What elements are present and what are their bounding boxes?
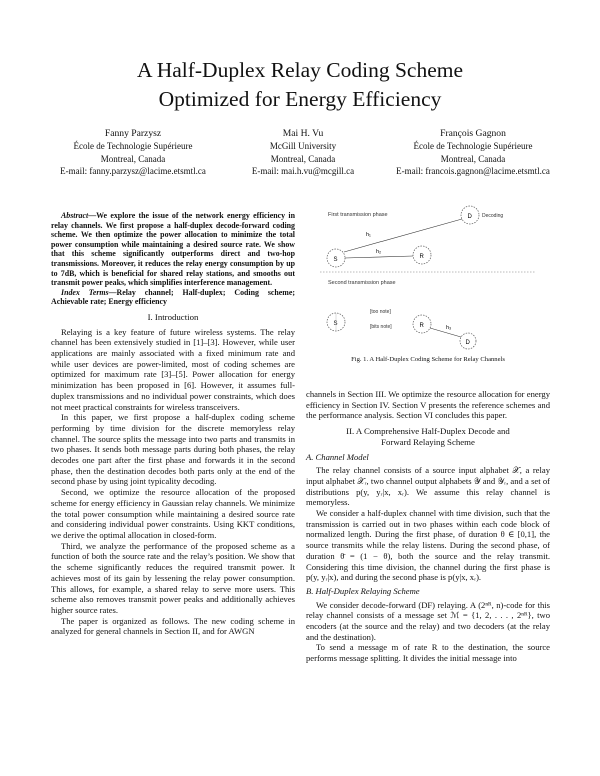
relay-note-2: [bits note] xyxy=(370,324,392,330)
paragraph: We consider a half-duplex channel with time division, such that the transmission is carried out in two phases within each code block of normalized length. During the first phase, of duration θ ∈ [0,1], the source transmits while the relay listens. During the second phase, of duration θ̄ = (1 − θ), both the source and the relay transmit. Considering this time division, the channel during the first phase is p(y, yᵣ|x), and during the second phase is p(y|x, xᵣ). xyxy=(306,508,550,583)
author-3 xyxy=(388,128,558,177)
paragraph: Relaying is a key feature of future wireless systems. The relay channel has been extensively studied in [1]–[3]. However, while user applications are mainly associated with a fixed minimum rate and while user devices are power-limited, most of coding schemes are optimized for maximum rate [3]–[5]. Power allocation for energy minimization has been proposed in [6]. However, it assumes full-duplex transmissions and no individual power constraints, which does not meet practical constraints for wireless transceivers. xyxy=(51,326,295,412)
author-block xyxy=(48,128,558,177)
author-2 xyxy=(218,128,388,177)
abstract-label: Abstract xyxy=(61,211,89,220)
figure-1 xyxy=(306,200,550,360)
right-column xyxy=(306,389,550,664)
author-email: E-mail: mai.h.vu@mcgill.ca xyxy=(251,165,355,176)
source-node-label: S xyxy=(333,321,338,327)
link-h2-label: h₂ xyxy=(376,249,382,255)
title-line-1: A Half-Duplex Relay Coding Scheme xyxy=(136,58,464,82)
link-h1-label: h₁ xyxy=(366,232,371,238)
section-heading-intro: I. Introduction xyxy=(147,311,199,322)
link-sr xyxy=(345,256,413,258)
subsection-heading-a: A. Channel Model xyxy=(306,451,369,462)
source-node-label: S xyxy=(333,257,338,263)
author-affiliation: École de Technologie Supérieure xyxy=(413,141,533,152)
relay-note: [too note] xyxy=(370,309,391,315)
paragraph: Third, we analyze the performance of the proposed scheme as a function of both the source rate and the relay’s position. We show that the scheme significantly reduces the required transmit power. It achieves most of its gain by lessening the relay power consumption. This allows, for example, a shared relay to serve more users. This scheme also removes transmit power peaks and additionally achieves higher source rates. xyxy=(51,540,295,615)
relay-diagram xyxy=(306,200,550,350)
index-terms xyxy=(51,288,295,307)
author-affiliation: McGill University xyxy=(269,141,337,152)
paragraph: To send a message m of rate R to the destination, the source performs message splitting. It divides the initial message into xyxy=(306,642,550,664)
phase2-label: Second transmission phase xyxy=(328,280,396,286)
author-city: Montreal, Canada xyxy=(270,153,336,164)
subsection-heading-b: B. Half-Duplex Relaying Scheme xyxy=(306,585,420,596)
author-affiliation: École de Technologie Supérieure xyxy=(73,141,193,152)
phase1-label: First transmission phase xyxy=(328,212,388,218)
author-name: François Gagnon xyxy=(440,128,506,139)
section-heading-2-line-2: Forward Relaying Scheme xyxy=(381,436,475,447)
link-h3-label: h₃ xyxy=(446,325,452,331)
relay-node-label: R xyxy=(419,254,424,260)
title-line-2: Optimized for Energy Efficiency xyxy=(158,87,442,111)
paragraph: The paper is organized as follows. The new coding scheme in analyzed for general channels in Section II, and for AWGN xyxy=(51,615,295,637)
author-email: E-mail: francois.gagnon@lacime.etsmtl.ca xyxy=(396,165,550,176)
left-column xyxy=(51,211,295,637)
relay-node-label: R xyxy=(419,323,424,329)
author-city: Montreal, Canada xyxy=(100,153,166,164)
destination-node-label: D xyxy=(465,340,470,346)
paper-title xyxy=(0,56,600,114)
abstract xyxy=(51,211,295,288)
decoding-label: Decoding xyxy=(482,213,504,219)
section-heading-2-line-1: II. A Comprehensive Half-Duplex Decode and xyxy=(346,426,510,437)
paragraph: Second, we optimize the resource allocation of the proposed scheme for energy efficiency in Gaussian relay channels. We minimize the total power consumption while maintaining a desired source rate and considering individual power constraints. Using KKT conditions, we derive the optimal allocation in closed-form. xyxy=(51,487,295,540)
author-1 xyxy=(48,128,218,177)
paragraph: We consider decode-forward (DF) relaying. A (2ⁿᴿ, n)-code for this relay channel consists of a message set ℳ = {1, 2, . . . , 2ⁿᴿ}, two encoders (at the source and the relay) and two decoders (at the relay and the destination). xyxy=(306,599,550,642)
paragraph: The relay channel consists of a source input alphabet 𝒳, a relay input alphabet 𝒳ᵣ, two channel output alphabets 𝒴 and 𝒴ᵣ, and a set of distributions p(y, yᵣ|x, xᵣ). We assume this relay channel is memoryless. xyxy=(306,465,550,508)
section-heading-2 xyxy=(306,426,550,447)
link-sd xyxy=(344,219,462,252)
author-email: E-mail: fanny.parzysz@lacime.etsmtl.ca xyxy=(60,165,206,176)
paragraph: channels in Section III. We optimize the resource allocation for energy efficiency in Section IV. Section V presents the reference schemes and the performance analysis. Section VI concludes this paper. xyxy=(306,389,550,421)
paragraph: In this paper, we first propose a half-duplex coding scheme performing by time division for the discrete memoryless relay channel. The source splits the message into two parts and transmits in two phases. It sends both message parts during both phases, the relay decodes one part after the first phase and forwards it in the second phase, then the destination decodes both parts only at the end of the second phase by using joint typicality decoding. xyxy=(51,412,295,487)
author-name: Mai H. Vu xyxy=(282,128,324,139)
index-terms-label: Index Terms xyxy=(61,287,109,297)
index-terms-text: —Relay channel; Half-duplex; Coding scheme; Achievable rate; Energy efficiency xyxy=(51,287,295,307)
abstract-text: —We explore the issue of the network energy efficiency in relay channels. We first propose a half-duplex decode-forward coding scheme. We then optimize the power allocation to minimize the total power consumption while maintaining a desired source rate. We show that this scheme significantly outperforms direct and two-hop transmissions. Moreover, it reduces the relay energy consumption by up to 7dB, which is beneficial for shared relay stations, and smooths out transmit power peaks, which simplifies interference management. xyxy=(51,211,295,288)
author-city: Montreal, Canada xyxy=(440,153,506,164)
figure-caption: Fig. 1. A Half-Duplex Coding Scheme for Relay Channels xyxy=(351,356,505,363)
destination-node-label: D xyxy=(467,214,472,220)
author-name: Fanny Parzysz xyxy=(104,128,162,139)
